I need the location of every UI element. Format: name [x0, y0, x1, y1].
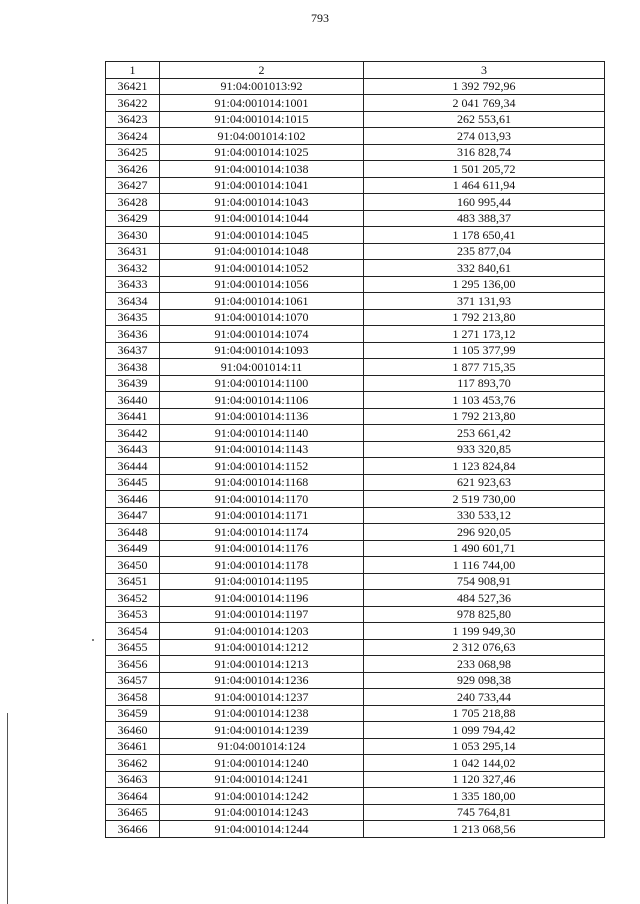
- table-row: [106, 573, 605, 590]
- row-number-cell: 36461: [106, 738, 160, 755]
- table-row: [106, 309, 605, 326]
- cadastral-number-cell: 91:04:001014:1241: [160, 771, 364, 788]
- cadastral-number-cell: 91:04:001014:1001: [160, 95, 364, 112]
- table-row: [106, 491, 605, 508]
- value-cell: 1 392 792,96: [364, 78, 605, 95]
- value-cell: 2 312 076,63: [364, 639, 605, 656]
- table-row: [106, 458, 605, 475]
- value-cell: 1 178 650,41: [364, 227, 605, 244]
- row-number-cell: 36430: [106, 227, 160, 244]
- table-row: [106, 656, 605, 673]
- value-cell: 1 464 611,94: [364, 177, 605, 194]
- cadastral-number-cell: 91:04:001014:1178: [160, 557, 364, 574]
- cadastral-number-cell: 91:04:001014:1240: [160, 755, 364, 772]
- value-cell: 233 068,98: [364, 656, 605, 673]
- cadastral-number-cell: 91:04:001014:1048: [160, 243, 364, 260]
- table-row: [106, 540, 605, 557]
- cadastral-number-cell: 91:04:001014:1242: [160, 788, 364, 805]
- row-number-cell: 36466: [106, 821, 160, 838]
- value-cell: 1 490 601,71: [364, 540, 605, 557]
- value-cell: 117 893,70: [364, 375, 605, 392]
- cadastral-number-cell: 91:04:001014:1093: [160, 342, 364, 359]
- table-row: [106, 194, 605, 211]
- table-row: [106, 78, 605, 95]
- table-row: [106, 738, 605, 755]
- value-cell: 1 123 824,84: [364, 458, 605, 475]
- row-number-cell: 36431: [106, 243, 160, 260]
- row-number-cell: 36434: [106, 293, 160, 310]
- value-cell: 754 908,91: [364, 573, 605, 590]
- column-header: 2: [160, 62, 364, 79]
- row-number-cell: 36429: [106, 210, 160, 227]
- value-cell: 483 388,37: [364, 210, 605, 227]
- table-header-row: [106, 62, 605, 79]
- value-cell: 978 825,80: [364, 606, 605, 623]
- table-row: [106, 441, 605, 458]
- cadastral-number-cell: 91:04:001014:1100: [160, 375, 364, 392]
- row-number-cell: 36440: [106, 392, 160, 409]
- row-number-cell: 36444: [106, 458, 160, 475]
- cadastral-number-cell: 91:04:001014:1236: [160, 672, 364, 689]
- table-row: [106, 161, 605, 178]
- value-cell: 1 335 180,00: [364, 788, 605, 805]
- table-row: [106, 722, 605, 739]
- cadastral-number-cell: 91:04:001014:1213: [160, 656, 364, 673]
- cadastral-number-cell: 91:04:001014:1171: [160, 507, 364, 524]
- row-number-cell: 36428: [106, 194, 160, 211]
- row-number-cell: 36424: [106, 128, 160, 145]
- value-cell: 1 042 144,02: [364, 755, 605, 772]
- row-number-cell: 36455: [106, 639, 160, 656]
- row-number-cell: 36447: [106, 507, 160, 524]
- value-cell: 1 103 453,76: [364, 392, 605, 409]
- value-cell: 330 533,12: [364, 507, 605, 524]
- table-row: [106, 260, 605, 277]
- row-number-cell: 36421: [106, 78, 160, 95]
- row-number-cell: 36464: [106, 788, 160, 805]
- table-row: [106, 210, 605, 227]
- page-number: 793: [311, 11, 329, 25]
- cadastral-number-cell: 91:04:001014:124: [160, 738, 364, 755]
- row-number-cell: 36462: [106, 755, 160, 772]
- table-row: [106, 590, 605, 607]
- cadastral-number-cell: 91:04:001013:92: [160, 78, 364, 95]
- value-cell: 316 828,74: [364, 144, 605, 161]
- cadastral-number-cell: 91:04:001014:1152: [160, 458, 364, 475]
- value-cell: 745 764,81: [364, 804, 605, 821]
- row-number-cell: 36451: [106, 573, 160, 590]
- table-row: [106, 177, 605, 194]
- value-cell: 332 840,61: [364, 260, 605, 277]
- value-cell: 933 320,85: [364, 441, 605, 458]
- table-row: [106, 375, 605, 392]
- cadastral-number-cell: 91:04:001014:1044: [160, 210, 364, 227]
- value-cell: 1 792 213,80: [364, 408, 605, 425]
- row-number-cell: 36435: [106, 309, 160, 326]
- value-cell: 160 995,44: [364, 194, 605, 211]
- margin-line: [7, 713, 8, 904]
- row-number-cell: 36441: [106, 408, 160, 425]
- cadastral-number-cell: 91:04:001014:11: [160, 359, 364, 376]
- value-cell: 253 661,42: [364, 425, 605, 442]
- value-cell: 1 705 218,88: [364, 705, 605, 722]
- value-cell: 1 105 377,99: [364, 342, 605, 359]
- row-number-cell: 36433: [106, 276, 160, 293]
- row-number-cell: 36437: [106, 342, 160, 359]
- row-number-cell: 36459: [106, 705, 160, 722]
- table-row: [106, 326, 605, 343]
- cadastral-number-cell: 91:04:001014:1196: [160, 590, 364, 607]
- cadastral-number-cell: 91:04:001014:1170: [160, 491, 364, 508]
- table-row: [106, 293, 605, 310]
- table-row: [106, 276, 605, 293]
- row-number-cell: 36443: [106, 441, 160, 458]
- table-row: [106, 524, 605, 541]
- cadastral-number-cell: 91:04:001014:1195: [160, 573, 364, 590]
- value-cell: 1 213 068,56: [364, 821, 605, 838]
- cadastral-number-cell: 91:04:001014:1212: [160, 639, 364, 656]
- cadastral-number-cell: 91:04:001014:1070: [160, 309, 364, 326]
- value-cell: 2 519 730,00: [364, 491, 605, 508]
- row-number-cell: 36453: [106, 606, 160, 623]
- cadastral-number-cell: 91:04:001014:1197: [160, 606, 364, 623]
- table-row: [106, 705, 605, 722]
- row-number-cell: 36457: [106, 672, 160, 689]
- row-number-cell: 36438: [106, 359, 160, 376]
- row-number-cell: 36449: [106, 540, 160, 557]
- table-row: [106, 408, 605, 425]
- table-row: [106, 227, 605, 244]
- cadastral-number-cell: 91:04:001014:1174: [160, 524, 364, 541]
- row-number-cell: 36450: [106, 557, 160, 574]
- table-row: [106, 474, 605, 491]
- table-row: [106, 788, 605, 805]
- row-number-cell: 36458: [106, 689, 160, 706]
- row-number-cell: 36423: [106, 111, 160, 128]
- cadastral-number-cell: 91:04:001014:1061: [160, 293, 364, 310]
- value-cell: 1 501 205,72: [364, 161, 605, 178]
- table-row: [106, 557, 605, 574]
- row-number-cell: 36422: [106, 95, 160, 112]
- cadastral-number-cell: 91:04:001014:1052: [160, 260, 364, 277]
- value-cell: 1 271 173,12: [364, 326, 605, 343]
- cadastral-number-cell: 91:04:001014:1238: [160, 705, 364, 722]
- row-number-cell: 36446: [106, 491, 160, 508]
- table-row: [106, 771, 605, 788]
- table-row: [106, 804, 605, 821]
- cadastral-table: [105, 61, 605, 838]
- column-header: 3: [364, 62, 605, 79]
- table-row: [106, 623, 605, 640]
- table-row: [106, 606, 605, 623]
- cadastral-number-cell: 91:04:001014:1176: [160, 540, 364, 557]
- table-row: [106, 507, 605, 524]
- table-row: [106, 821, 605, 838]
- row-number-cell: 36460: [106, 722, 160, 739]
- row-number-cell: 36439: [106, 375, 160, 392]
- row-number-cell: 36456: [106, 656, 160, 673]
- table-row: [106, 672, 605, 689]
- value-cell: 2 041 769,34: [364, 95, 605, 112]
- cadastral-number-cell: 91:04:001014:1143: [160, 441, 364, 458]
- row-number-cell: 36445: [106, 474, 160, 491]
- cadastral-number-cell: 91:04:001014:1038: [160, 161, 364, 178]
- row-number-cell: 36426: [106, 161, 160, 178]
- row-number-cell: 36427: [106, 177, 160, 194]
- cadastral-number-cell: 91:04:001014:1074: [160, 326, 364, 343]
- value-cell: 262 553,61: [364, 111, 605, 128]
- value-cell: 235 877,04: [364, 243, 605, 260]
- row-number-cell: 36465: [106, 804, 160, 821]
- cadastral-number-cell: 91:04:001014:1168: [160, 474, 364, 491]
- table-row: [106, 111, 605, 128]
- row-number-cell: 36442: [106, 425, 160, 442]
- cadastral-number-cell: 91:04:001014:1025: [160, 144, 364, 161]
- table-row: [106, 689, 605, 706]
- table-row: [106, 755, 605, 772]
- value-cell: 1 199 949,30: [364, 623, 605, 640]
- cadastral-number-cell: 91:04:001014:1106: [160, 392, 364, 409]
- table-row: [106, 639, 605, 656]
- table-row: [106, 425, 605, 442]
- value-cell: 1 116 744,00: [364, 557, 605, 574]
- cadastral-number-cell: 91:04:001014:1045: [160, 227, 364, 244]
- cadastral-number-cell: 91:04:001014:1136: [160, 408, 364, 425]
- table-row: [106, 144, 605, 161]
- value-cell: 929 098,38: [364, 672, 605, 689]
- value-cell: 1 099 794,42: [364, 722, 605, 739]
- value-cell: 1 295 136,00: [364, 276, 605, 293]
- cadastral-number-cell: 91:04:001014:1239: [160, 722, 364, 739]
- row-number-cell: 36452: [106, 590, 160, 607]
- table-row: [106, 128, 605, 145]
- table-row: [106, 95, 605, 112]
- value-cell: 240 733,44: [364, 689, 605, 706]
- value-cell: 1 877 715,35: [364, 359, 605, 376]
- margin-dot: [92, 639, 94, 641]
- value-cell: 1 792 213,80: [364, 309, 605, 326]
- row-number-cell: 36425: [106, 144, 160, 161]
- value-cell: 296 920,05: [364, 524, 605, 541]
- value-cell: 484 527,36: [364, 590, 605, 607]
- value-cell: 1 120 327,46: [364, 771, 605, 788]
- row-number-cell: 36448: [106, 524, 160, 541]
- table-body: [106, 62, 605, 838]
- cadastral-number-cell: 91:04:001014:1015: [160, 111, 364, 128]
- row-number-cell: 36454: [106, 623, 160, 640]
- cadastral-number-cell: 91:04:001014:1244: [160, 821, 364, 838]
- row-number-cell: 36463: [106, 771, 160, 788]
- cadastral-number-cell: 91:04:001014:1237: [160, 689, 364, 706]
- cadastral-number-cell: 91:04:001014:1041: [160, 177, 364, 194]
- table-row: [106, 243, 605, 260]
- value-cell: 371 131,93: [364, 293, 605, 310]
- value-cell: 621 923,63: [364, 474, 605, 491]
- cadastral-number-cell: 91:04:001014:102: [160, 128, 364, 145]
- cadastral-number-cell: 91:04:001014:1203: [160, 623, 364, 640]
- cadastral-number-cell: 91:04:001014:1043: [160, 194, 364, 211]
- column-header: 1: [106, 62, 160, 79]
- row-number-cell: 36432: [106, 260, 160, 277]
- table-row: [106, 342, 605, 359]
- cadastral-number-cell: 91:04:001014:1243: [160, 804, 364, 821]
- table-row: [106, 359, 605, 376]
- value-cell: 1 053 295,14: [364, 738, 605, 755]
- cadastral-number-cell: 91:04:001014:1140: [160, 425, 364, 442]
- cadastral-number-cell: 91:04:001014:1056: [160, 276, 364, 293]
- value-cell: 274 013,93: [364, 128, 605, 145]
- row-number-cell: 36436: [106, 326, 160, 343]
- table-row: [106, 392, 605, 409]
